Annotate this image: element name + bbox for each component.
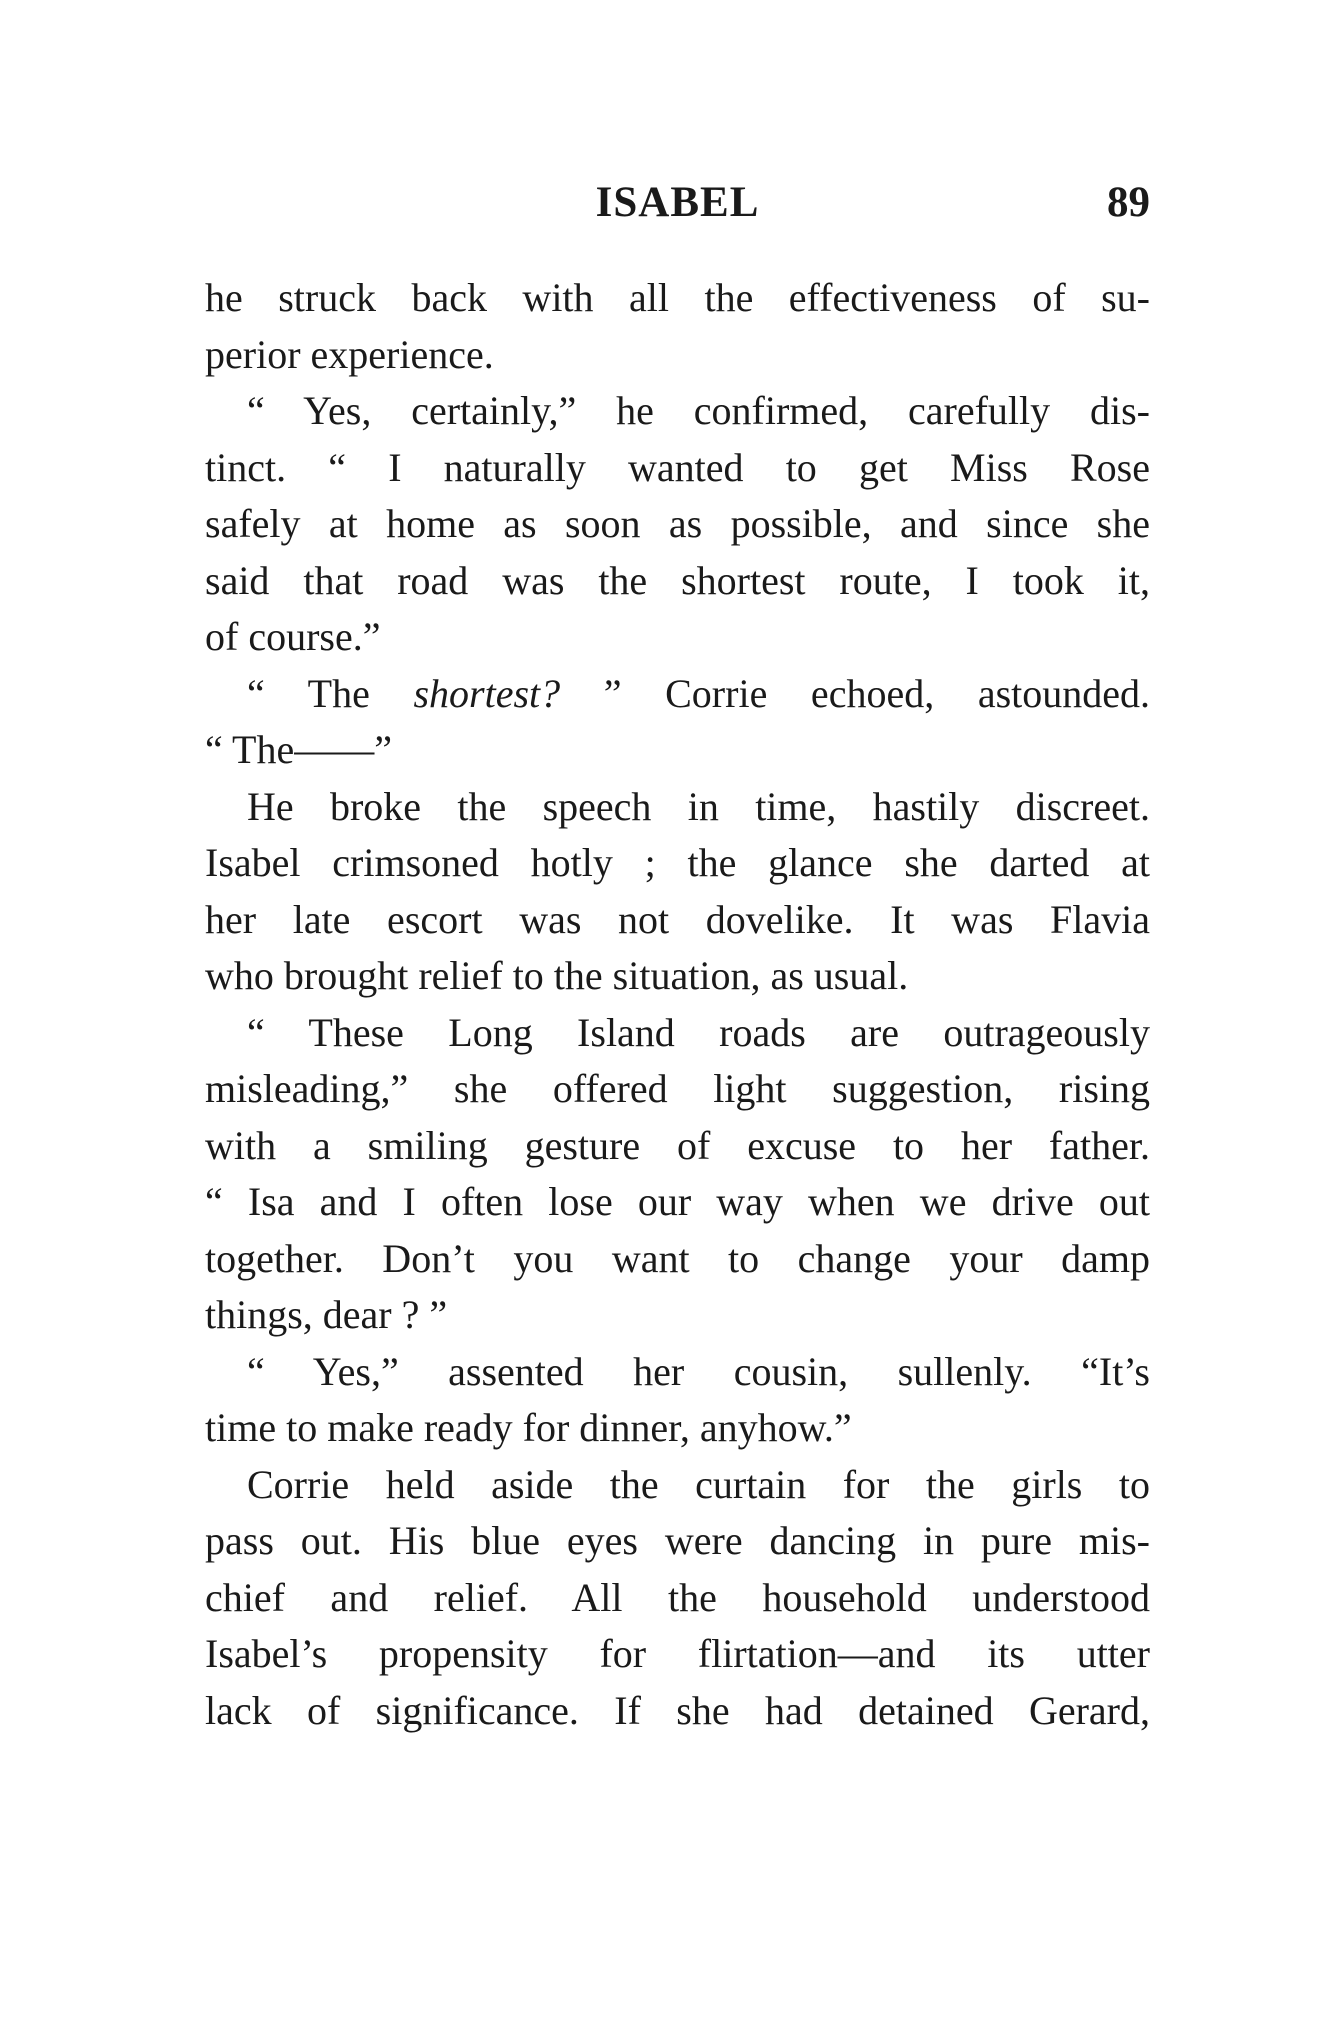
- line-pre: “ The: [247, 670, 414, 716]
- text-line: together. Don’t you want to change your damp: [205, 1235, 1150, 1281]
- text-line: “ Isa and I often lose our way when we drive out: [205, 1179, 1150, 1224]
- text-line: time to make ready for dinner, anyhow.”: [205, 1405, 852, 1450]
- text-line: tinct. “ I naturally wanted to get Miss Rose: [205, 444, 1150, 490]
- text-line: “ Yes,” assented her cousin, sullenly. “It’s: [247, 1348, 1150, 1394]
- text-line: “ Yes, certainly,” he confirmed, carefully dis-: [247, 388, 1150, 433]
- text-line: of course.”: [205, 614, 381, 659]
- line-post: ” Corrie echoed, astounded.: [560, 670, 1150, 716]
- text-line: chief and relief. All the household understood: [205, 1574, 1150, 1620]
- text-line: he struck back with all the effectiveness of su-: [205, 275, 1150, 320]
- text-line: Corrie held aside the curtain for the girls to: [247, 1461, 1150, 1507]
- text-line: perior experience.: [205, 331, 494, 377]
- text-line: who brought relief to the situation, as usual.: [205, 953, 909, 998]
- text-line: [205, 666, 1150, 723]
- text-line: pass out. His blue eyes were dancing in pure mis-: [205, 1518, 1150, 1563]
- body-text: [205, 270, 1150, 1739]
- page-number: 89: [1107, 179, 1150, 226]
- text-line: lack of significance. If she had detained Gerard,: [205, 1687, 1150, 1733]
- text-line: He broke the speech in time, hastily discreet.: [247, 783, 1150, 829]
- text-line: things, dear ? ”: [205, 1292, 448, 1337]
- text-line: Isabel crimsoned hotly ; the glance she darted at: [205, 840, 1150, 885]
- italic-word: shortest?: [413, 670, 561, 716]
- running-title: ISABEL: [595, 179, 760, 226]
- text-line: misleading,” she offered light suggestion, rising: [205, 1066, 1150, 1111]
- text-line: her late escort was not dovelike. It was Flavia: [205, 896, 1150, 942]
- text-line: safely at home as soon as possible, and since she: [205, 501, 1150, 546]
- text-line: Isabel’s propensity for flirtation—and its utter: [205, 1631, 1150, 1676]
- text-line: said that road was the shortest route, I took it,: [205, 557, 1150, 603]
- running-head: [205, 178, 1150, 238]
- text-line: “ These Long Island roads are outrageously: [247, 1009, 1150, 1055]
- text-line: “ The——”: [205, 727, 392, 772]
- text-line: with a smiling gesture of excuse to her father.: [205, 1122, 1150, 1168]
